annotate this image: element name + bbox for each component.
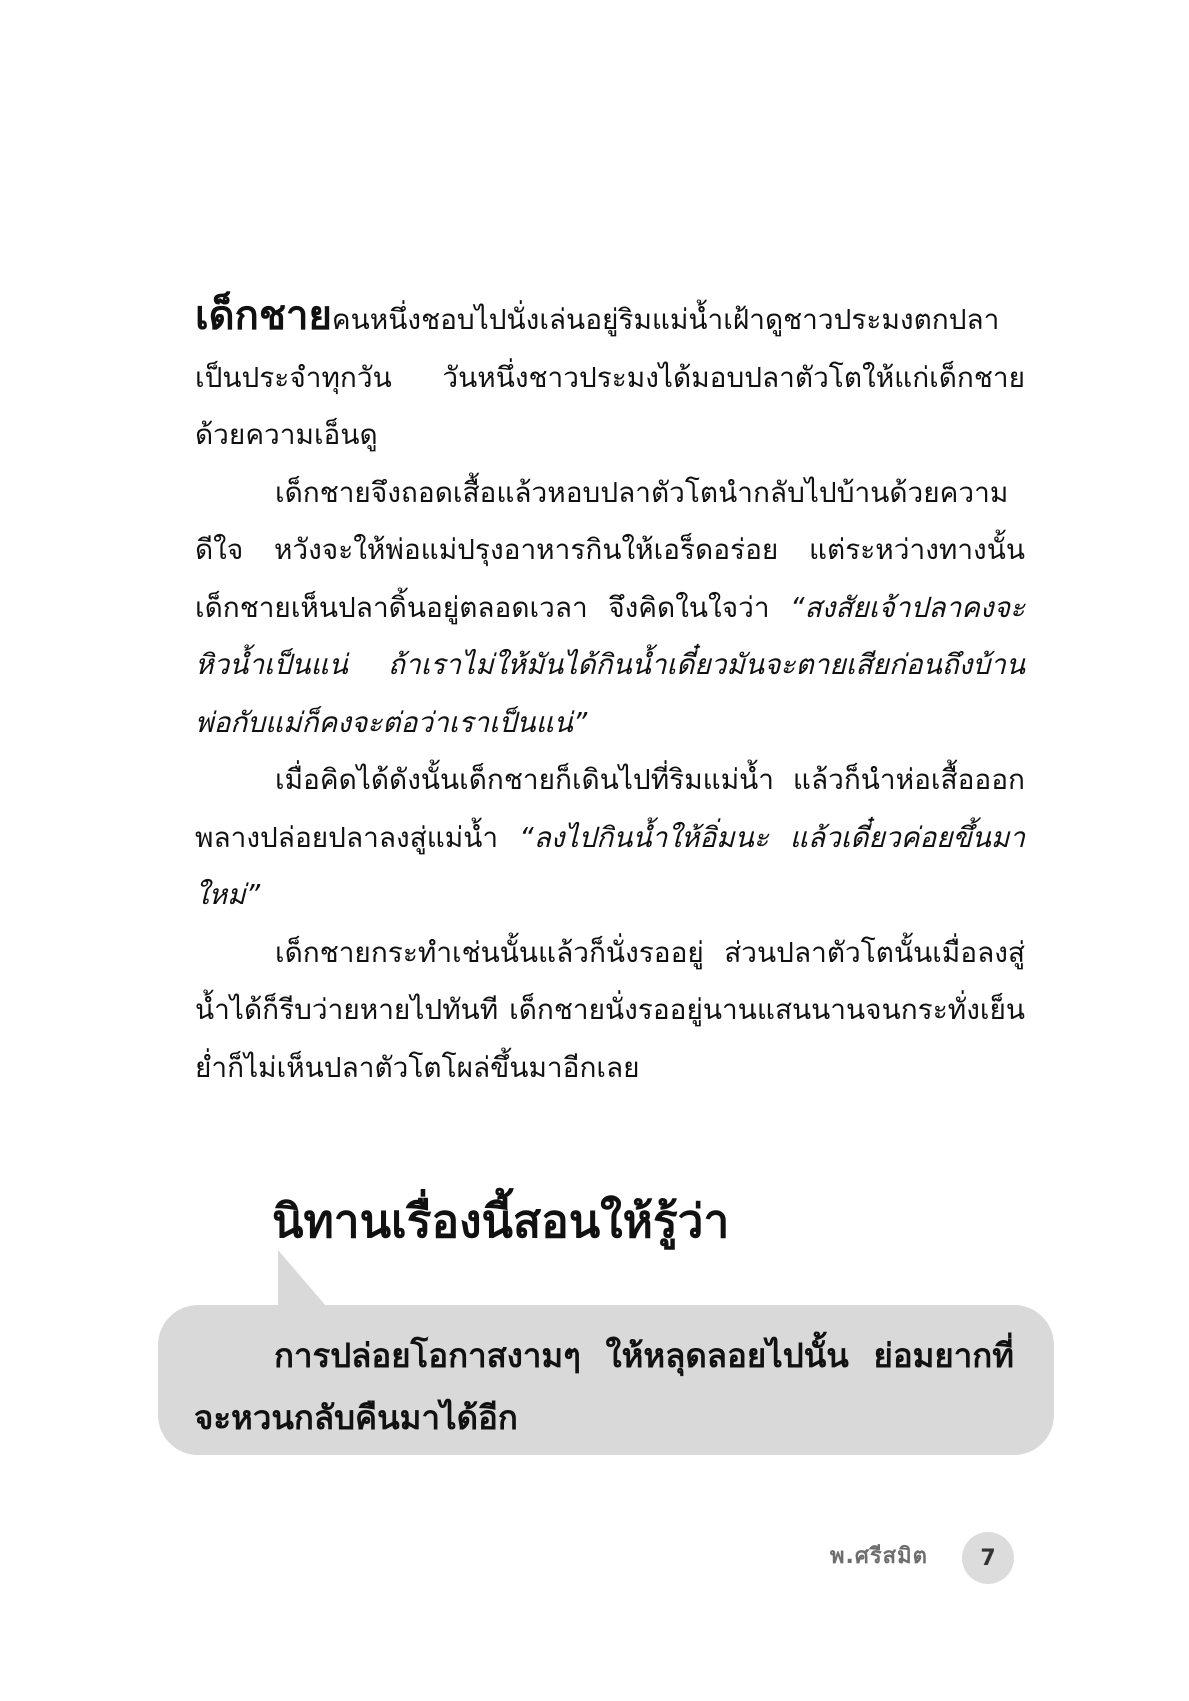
story-paragraph-2 — [195, 464, 1025, 752]
story-paragraph-3-text: เมื่อคิดได้ดังนั้นเด็กชายก็เดินไปที่ริมแม่น้ำ แล้วก็นำห่อเสื้อออกพลางปล่อยปลาลงสู่แม่น้ำ — [195, 763, 1025, 854]
story-paragraph-1 — [195, 288, 1025, 464]
footer-author: พ.ศรีสมิต — [830, 1544, 928, 1569]
moral-text: การปล่อยโอกาสงามๆ ให้หลุดลอยไปนั้น ย่อมยากที่จะหวนกลับคืนมาได้อีก — [194, 1336, 1014, 1437]
story-paragraph-4-text: เด็กชายกระทำเช่นนั้นแล้วก็นั่งรออยู่ ส่วนปลาตัวโตนั้นเมื่อลงสู่น้ำได้ก็รีบว่ายหายไปทันที เด็กชายนั่งรออยู่นานแสนนานจนกระทั่งเย็นย่ำก็ไม่เห็นปลาตัวโตโผล่ขึ้นมาอีกเลย — [195, 935, 1025, 1084]
story-paragraph-3 — [195, 751, 1025, 924]
story-lead-word: เด็กชาย — [195, 293, 332, 339]
page-number-badge — [962, 1532, 1014, 1584]
story-body — [195, 288, 1025, 1096]
page-number: 7 — [980, 1545, 996, 1571]
moral-speech-bubble — [158, 1305, 1054, 1455]
story-paragraph-4 — [195, 924, 1025, 1097]
story-paragraph-2-quote: “สงสัยเจ้าปลาคงจะหิวน้ำเป็นแน่ ถ้าเราไม่ให้มันได้กินน้ำเดี๋ยวมันจะตายเสียก่อนถึงบ้าน พ่อกับแม่ก็คงจะต่อว่าเราเป็นแน่” — [195, 590, 1026, 739]
story-paragraph-3-quote: “ลงไปกินน้ำให้อิ่มนะ แล้วเดี๋ยวค่อยขึ้นมาใหม่” — [195, 820, 1025, 911]
story-paragraph-1-text: คนหนึ่งชอบไปนั่งเล่นอยู่ริมแม่น้ำเฝ้าดูชาวประมงตกปลาเป็นประจำทุกวัน วันหนึ่งชาวประมงได้มอบปลาตัวโตให้แก่เด็กชายด้วยความเอ็นดู — [195, 303, 1025, 451]
moral-heading: นิทานเรื่องนี้สอนให้รู้ว่า — [272, 1194, 730, 1248]
story-paragraph-2-text: เด็กชายจึงถอดเสื้อแล้วหอบปลาตัวโตนำกลับไปบ้านด้วยความดีใจ หวังจะให้พ่อแม่ปรุงอาหารกินให้เอร็ดอร่อย แต่ระหว่างทางนั้นเด็กชายเห็นปลาดิ้นอยู่ตลอดเวลา จึงคิดในใจว่า — [195, 475, 1025, 624]
